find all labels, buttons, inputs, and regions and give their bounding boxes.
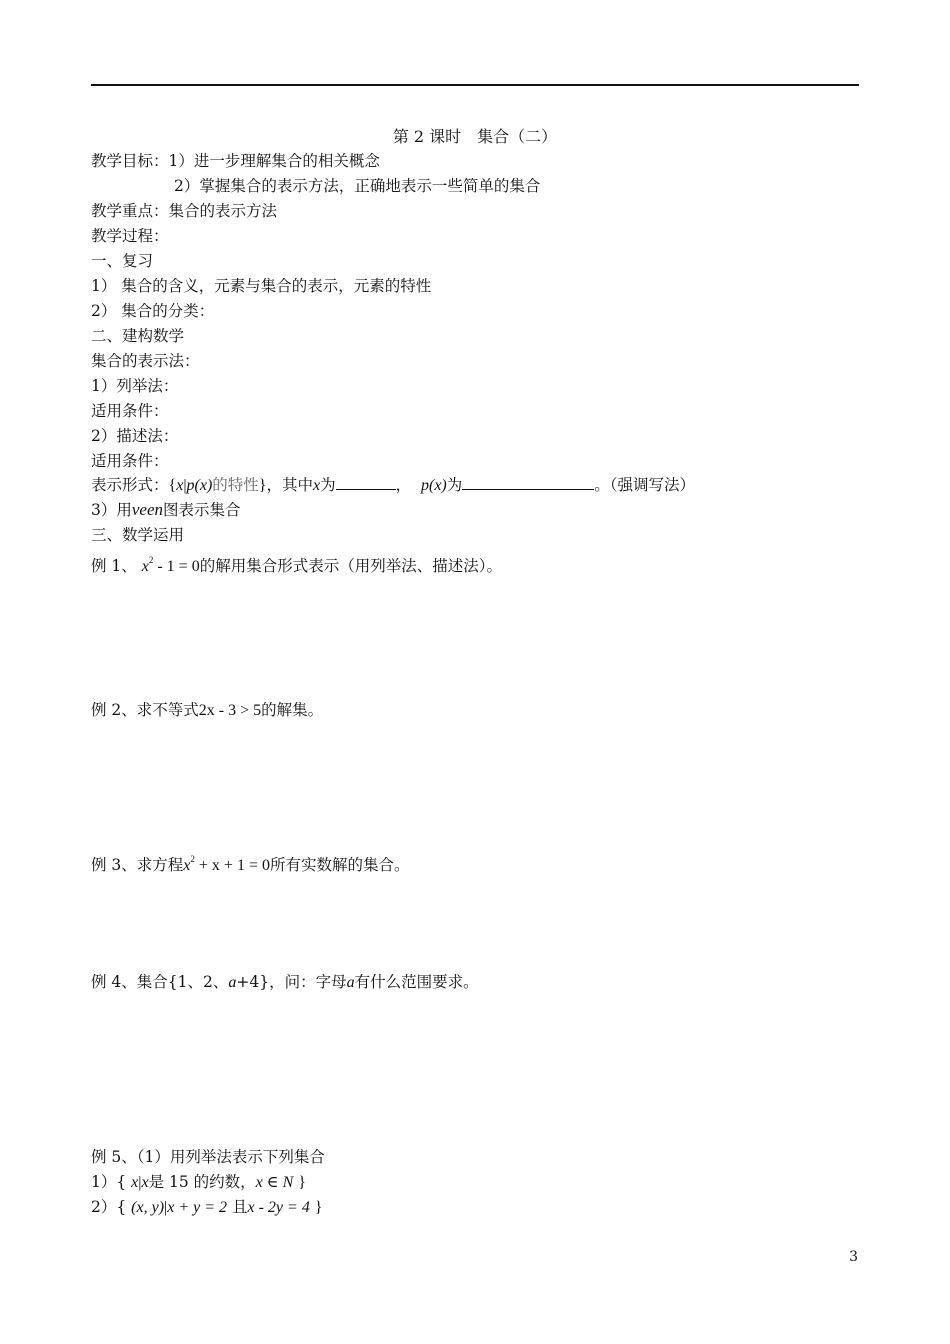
form-mid-1: ，其中 [266,476,313,494]
fill-blank-1[interactable] [336,475,396,490]
method-3-prefix: 3）用 [91,501,132,519]
objective-2: 2）掌握集合的表示方法，正确地表示一些简单的集合 [174,177,541,195]
method-2-condition: 适用条件： [91,452,169,470]
example-5-item-1 [91,1171,306,1194]
construct-heading: 二、建构数学 [91,327,185,345]
method-3-suffix: 图表示集合 [163,501,241,519]
objective-1: 1）进一步理解集合的相关概念 [168,152,380,170]
methods-heading: 集合的表示法： [91,352,200,370]
form-label: 表示形式： [91,476,169,494]
method-2: 2）描述法： [91,427,179,445]
ex5-2-close: } [314,1199,323,1216]
example-4 [91,971,479,994]
form-px: p(x) [186,477,213,494]
ex5-2-eq1: x + y = 2 [167,1199,228,1216]
form-var: x [313,477,321,494]
form-mid-2: 为 [320,476,336,494]
ex5-2-eq2: x - 2y = 4 [247,1199,310,1216]
form-mid-3: 为 [446,476,463,494]
ex5-1-prefix: 1）{ [91,1173,127,1191]
ex5-2-and: 且 [231,1198,248,1216]
ex5-1-close: } [298,1174,306,1191]
method-3 [91,499,241,521]
ex5-2-prefix: 2）{ [91,1198,127,1216]
ex5-1-bar: | [138,1174,142,1191]
ex5-1-condition: x ∈ N [255,1174,294,1191]
example-1-math-rest: - 1 = 0 [153,558,200,575]
review-item-2: 2） 集合的分类： [91,302,215,320]
header-rule [91,84,859,86]
fill-blank-2[interactable] [462,475,594,490]
process-heading: 教学过程： [91,227,169,245]
example-4-suffix: 有什么范围要求。 [354,973,479,991]
example-1-prefix: 例 1、 [91,557,137,575]
method-1: 1）列举法： [91,377,179,395]
ex5-1-x2: x [141,1174,149,1191]
example-1-math-x: x [141,558,149,575]
ex5-2-pair: (x, y) [131,1199,165,1216]
form-x: x [176,477,184,494]
example-3-prefix: 例 3、求方程 [91,856,184,874]
form-close-brace: } [258,477,267,494]
example-5: 例 5、（1）用列举法表示下列集合 [91,1148,325,1166]
example-5-item-2 [91,1196,322,1219]
ex5-2-bar: | [164,1199,168,1216]
example-4-var-a-2: a [346,974,355,991]
example-2-math: 2x - 3 > 5 [198,702,262,719]
example-1 [91,549,502,578]
example-3 [91,848,410,877]
key-point: 教学重点：集合的表示方法 [91,202,278,220]
example-4-mid: +4}，问：字母 [236,973,347,991]
veen-word: veen [131,500,164,519]
example-2-suffix: 的解集。 [261,701,324,719]
form-px-2: p(x) [421,477,447,494]
example-3-math-rest: + x + 1 = 0 [194,857,270,874]
ex5-1-x: x [131,1174,139,1191]
example-3-exponent: 2 [190,854,195,864]
method-1-condition: 适用条件： [91,402,169,420]
form-end: 。（强调写法） [594,476,696,494]
form-open-brace: { [168,477,177,494]
example-4-prefix: 例 4、集合{1、2、 [91,973,229,991]
example-1-suffix: 的解用集合形式表示（用列举法、描述法）。 [199,557,502,575]
example-2-prefix: 例 2、求不等式 [91,701,199,719]
example-2 [91,699,323,722]
form-line [91,474,695,497]
review-heading: 一、复习 [91,252,154,270]
form-property-text: 的特性 [212,476,259,494]
example-4-var-a: a [228,974,237,991]
objectives-label: 教学目标： [91,152,169,170]
review-item-1: 1） 集合的含义，元素与集合的表示，元素的特性 [91,277,432,295]
example-3-math-x: x [183,857,191,874]
form-bar: | [183,477,187,494]
example-3-suffix: 所有实数解的集合。 [269,856,410,874]
page-number: 3 [849,1249,858,1265]
ex5-1-mid: 是 15 的约数， [148,1173,256,1191]
objectives-line-1 [91,150,380,172]
form-comma: ， [395,476,412,494]
apply-heading: 三、数学运用 [91,526,185,544]
page-title: 第 2 课时 集合（二） [392,127,558,146]
example-1-exponent: 2 [148,555,154,565]
